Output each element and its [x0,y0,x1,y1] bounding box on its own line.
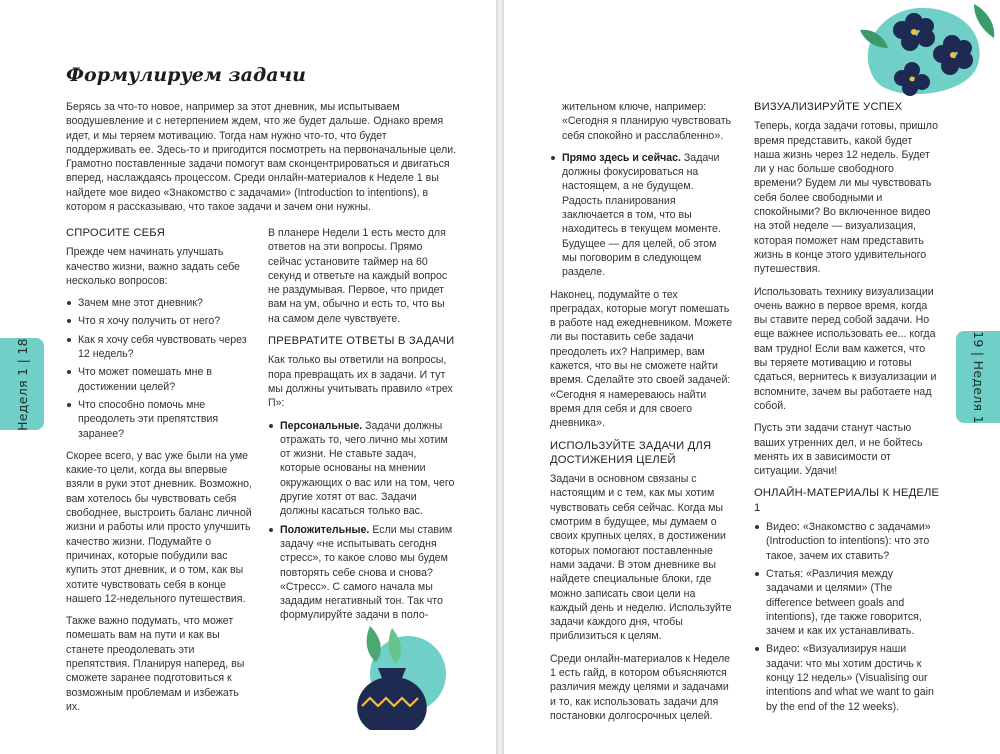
page-tab-label: Неделя 1 | 18 [14,337,30,431]
rule-item [550,151,734,280]
rule-text: Задачи должны отражать то, чего лично мы хотим от жизни. Не ставьте задач, которые основаны на мнении окружающих о вас или на том, чего другие хотят от вас. Задачи должны касаться только вас. [280,419,455,518]
rule-list [268,419,458,623]
right-column-1 [550,100,734,731]
page-title: Формулируем задачи [66,64,306,86]
paragraph: Задачи в основном связаны с настоящим и с тем, как мы хотим чувствовать себя сейчас. Когда мы смотрим в будущее, мы думаем о своих крупных целях, в достижении которых помогают поставленные нами задачи. В этом дневнике вы найдете специальные блоки, где можно записать свои цели на каждый день и неделю. Используйте задачи каждого дня, чтобы приблизиться к целям. [550,473,732,643]
vase-illustration [330,618,450,738]
section-heading-online: ОНЛАЙН-МАТЕРИАЛЫ К НЕДЕЛЕ 1 [754,487,940,514]
paragraph: Теперь, когда задачи готовы, пришло время представить, какой будет наша жизнь через 12 недель. Будет ли у нас больше свободного времени? Будем ли мы чувствовать себя более свободными и спокойными? Во включенное видео на этой неделе — визуализация, которая поможет нам представить жизнь в конце этого удивительного путешествия. [754,120,938,276]
online-materials-list [754,520,940,714]
left-page [0,0,496,754]
intro-paragraph: Берясь за что-то новое, например за этот дневник, мы испытываем воодушевление и с нетерпением ждем, что же будет дальше. Однако время идет, и мы теряем мотивацию. Тогда нам нужно что-то, что будет поддерживать ее. Здесь-то и пригодится посмотреть на первоначальные цели. Грамотно поставленные задачи помогут вам сконцентрироваться и двигаться вперед, наслаждаясь процессом. Среди онлайн-материалов к Неделе 1 вы найдете мое видео «Знакомство с задачами» (Introduction to intentions), в котором я рассказываю, что такое задачи и зачем они нужны. [66,101,457,214]
paragraph: Как только вы ответили на вопросы, пора превращать их в задачи. И тут мы должны учитывать правило «трех П»: [268,354,453,410]
intro-block [66,100,458,222]
question-item: Зачем мне этот дневник? [66,296,252,310]
paragraph: Среди онлайн-материалов к Неделе 1 есть гайд, в котором объясняются различия между целями и задачами и то, как использовать задачи для постановки долгосрочных целей. [550,652,731,722]
rule-title: Прямо здесь и сейчас. [562,151,681,164]
rule-title: Персональные. [280,419,363,432]
paragraph: Пусть эти задачи станут частью ваших утренних дел, и не бойтесь менять их в зависимости от ситуации. Удачи! [754,422,923,478]
page-tab-right [956,331,1000,423]
page-tab-left [0,338,44,430]
online-material-item: Видео: «Визуализируя наши задачи: что мы хотим достичь к концу 12 недель» (Visualising our intentions and what we want to gain by the end of the 12 weeks). [754,642,940,713]
right-page [504,0,1000,754]
online-material-item: Видео: «Знакомство с задачами» (Introduction to intentions): что это такое, зачем их ставить? [754,520,940,563]
section-heading-visualize: ВИЗУАЛИЗИРУЙТЕ УСПЕХ [754,101,903,113]
question-list [66,296,252,441]
vase-neck [378,668,406,678]
ask-lead: Прежде чем начинать улучшать качество жизни, важно задать себе несколько вопросов: [66,246,240,287]
section-heading-turn: ПРЕВРАТИТЕ ОТВЕТЫ В ЗАДАЧИ [268,335,455,348]
book-gutter [496,0,504,754]
rule-title: Положительные. [280,523,370,536]
question-item: Что способно помочь мне преодолеть эти препятствия заранее? [66,398,252,441]
paragraph: жительном ключе, например: «Сегодня я планирую чувствовать себя спокойно и расслабленно». [562,101,732,142]
flowers-illustration [856,0,1000,100]
rule-text: Если мы ставим задачу «не испытывать сегодня стресс», то какое слово мы будем повторять себе снова и снова? «Стресс». С самого начала мы зададим негативный тон. Так что формулируйте задачи в поло- [280,523,453,622]
online-material-item: Статья: «Различия между задачами и целями» (The difference between goals and intentions), где также говорится, зачем и как их устанавливать. [754,567,940,638]
rule-text: Задачи должны фокусироваться на настоящем, а не будущем. Радость планирования заключается в том, что вы находитесь в текущем моменте. Будущее — для целей, об этом мы поговорим в следующем разделе. [562,151,721,279]
left-column-2 [268,226,458,631]
paragraph: Использовать технику визуализации очень важно в первое время, когда вы ставите перед собой задачи. Но еще важнее использовать ее... когда вам трудно! Если вам кажется, что вы теряете мотивацию и готовы сдаться, вернитесь к визуализации и вспомните, зачем вы работаете над собой. [754,285,937,412]
rule-item [268,419,458,519]
question-item: Как я хочу себя чувствовать через 12 недель? [66,333,252,362]
page-tab-label: 19 | Неделя 1 [970,330,986,424]
section-heading-ask: СПРОСИТЕ СЕБЯ [66,227,165,239]
question-item: Что я хочу получить от него? [66,314,252,328]
rule-item [268,523,458,623]
question-item: Что может помешать мне в достижении целей? [66,365,252,394]
leaf-icon [974,4,994,38]
left-column-1 [66,226,252,722]
section-heading-goals: ИСПОЛЬЗУЙТЕ ЗАДАЧИ ДЛЯ ДОСТИЖЕНИЯ ЦЕЛЕЙ [550,439,712,466]
leaf-icon [367,626,381,662]
paragraph: Также важно подумать, что может помешать вам на пути и как вы станете преодолевать эти препятствия. Планируя наперед, вы сможете заранее подготовиться к возможным проблемам и избежать их. [66,615,245,713]
right-column-2 [754,100,940,722]
paragraph: Наконец, подумайте о тех преградах, которые могут помешать в работе над ежедневником. Можете ли вы поставить себе задачи преодолеть их? Например, вам кажется, что вы не сможете найти время. Сделайте это своей задачей: «Сегодня я намереваюсь найти время для себя и для своего дневника». [550,288,733,430]
rule-list [550,151,734,280]
paragraph: В планере Недели 1 есть место для ответов на эти вопросы. Прямо сейчас установите таймер на 60 секунд и ответьте на каждый вопрос не раздумывая. Первое, что придет вам на ум, обычно и есть то, что вы на самом деле чувствуете. [268,227,448,325]
paragraph: Скорее всего, у вас уже были на уме какие-то цели, когда вы впервые взяли в руки этот дневник. Возможно, вам хотелось бы чувствовать себя свободнее, выстроить баланс личной жизни и работы или просто улучшить качество жизни. Подумайте о причинах, которые побудили вас купить этот дневник, и о том, как вы хотите чувствовать себя в конце нашего 12-недельного путешествия. [66,449,253,605]
